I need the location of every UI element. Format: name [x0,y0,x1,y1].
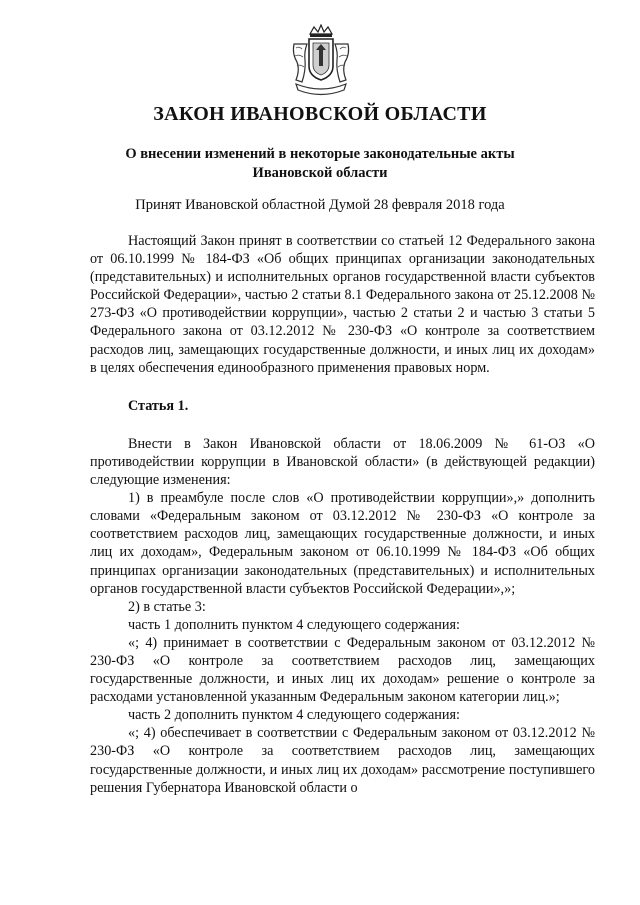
preamble-paragraph: Настоящий Закон принят в соответствии со статьей 12 Федерального закона от 06.10.1999 № 184-ФЗ «Об общих принципах организации законодательных (представительных) и исполнительных органов государственной власти субъектов Российской Федерации», частью 2 статьи 8.1 Федерального закона от 25.12.2008 № 273-ФЗ «О противодействии коррупции», частью 2 статьи 2 и частью 3 статьи 5 Федерального закона от 03.12.2012 № 230-ФЗ «О контроле за соответствием расходов лиц, замещающих государственные должности, и иных лиц их доходам» в целях обеспечения единообразного применения правовых норм. [90,233,595,376]
part-2-text: «; 4) обеспечивает в соответствии с Федеральным законом от 03.12.2012 № 230-ФЗ «О контроле за соответствием расходов лиц, замещающих государственные должности, и иных лиц их доходам» рассмотрение поступившего решения Губернатора Ивановской области о [90,725,595,796]
subtitle-line-1: О внесении изменений в некоторые законодательные акты [125,146,515,162]
article-1-heading: Статья 1. [128,397,189,414]
part-1-text: «; 4) принимает в соответствии с Федеральным законом от 03.12.2012 № 230-ФЗ «О контроле за соответствием расходов лиц, замещающих государственные должности, и иных лиц их доходам» решение о контроле за расходами установленной указанным Федеральным законом категории лиц.»; [90,634,595,706]
law-title: ЗАКОН ИВАНОВСКОЙ ОБЛАСТИ [153,103,487,125]
amendment-item-2: 2) в статье 3: [128,598,206,615]
law-subtitle [0,145,640,183]
article-1-intro: Внести в Закон Ивановской области от 18.06.2009 № 61-ОЗ «О противодействии коррупции в Ивановской области» (в действующей редакции) следующие изменения: [90,435,595,489]
ivanovo-coat-of-arms-icon [288,24,354,96]
part-2-intro: часть 2 дополнить пунктом 4 следующего содержания: [128,707,460,724]
subtitle-line-2: Ивановской области [252,165,388,181]
amendment-item-1: 1) в преамбуле после слов «О противодействии коррупции»,» дополнить словами «Федеральным законом от 03.12.2012 № 230-ФЗ «О контроле за соответствием расходов лиц, замещающих государственные должности, и иных лиц их доходам», Федеральным законом от 06.10.1999 № 184-ФЗ «Об общих принципах организации законодательных (представительных) и исполнительных органов государственной власти субъектов Российской Федерации»,»; [90,490,595,597]
adoption-note: Принят Ивановской областной Думой 28 февраля 2018 года [135,197,505,213]
part-1-intro: часть 1 дополнить пунктом 4 следующего содержания: [128,616,460,633]
law-body [90,232,595,797]
